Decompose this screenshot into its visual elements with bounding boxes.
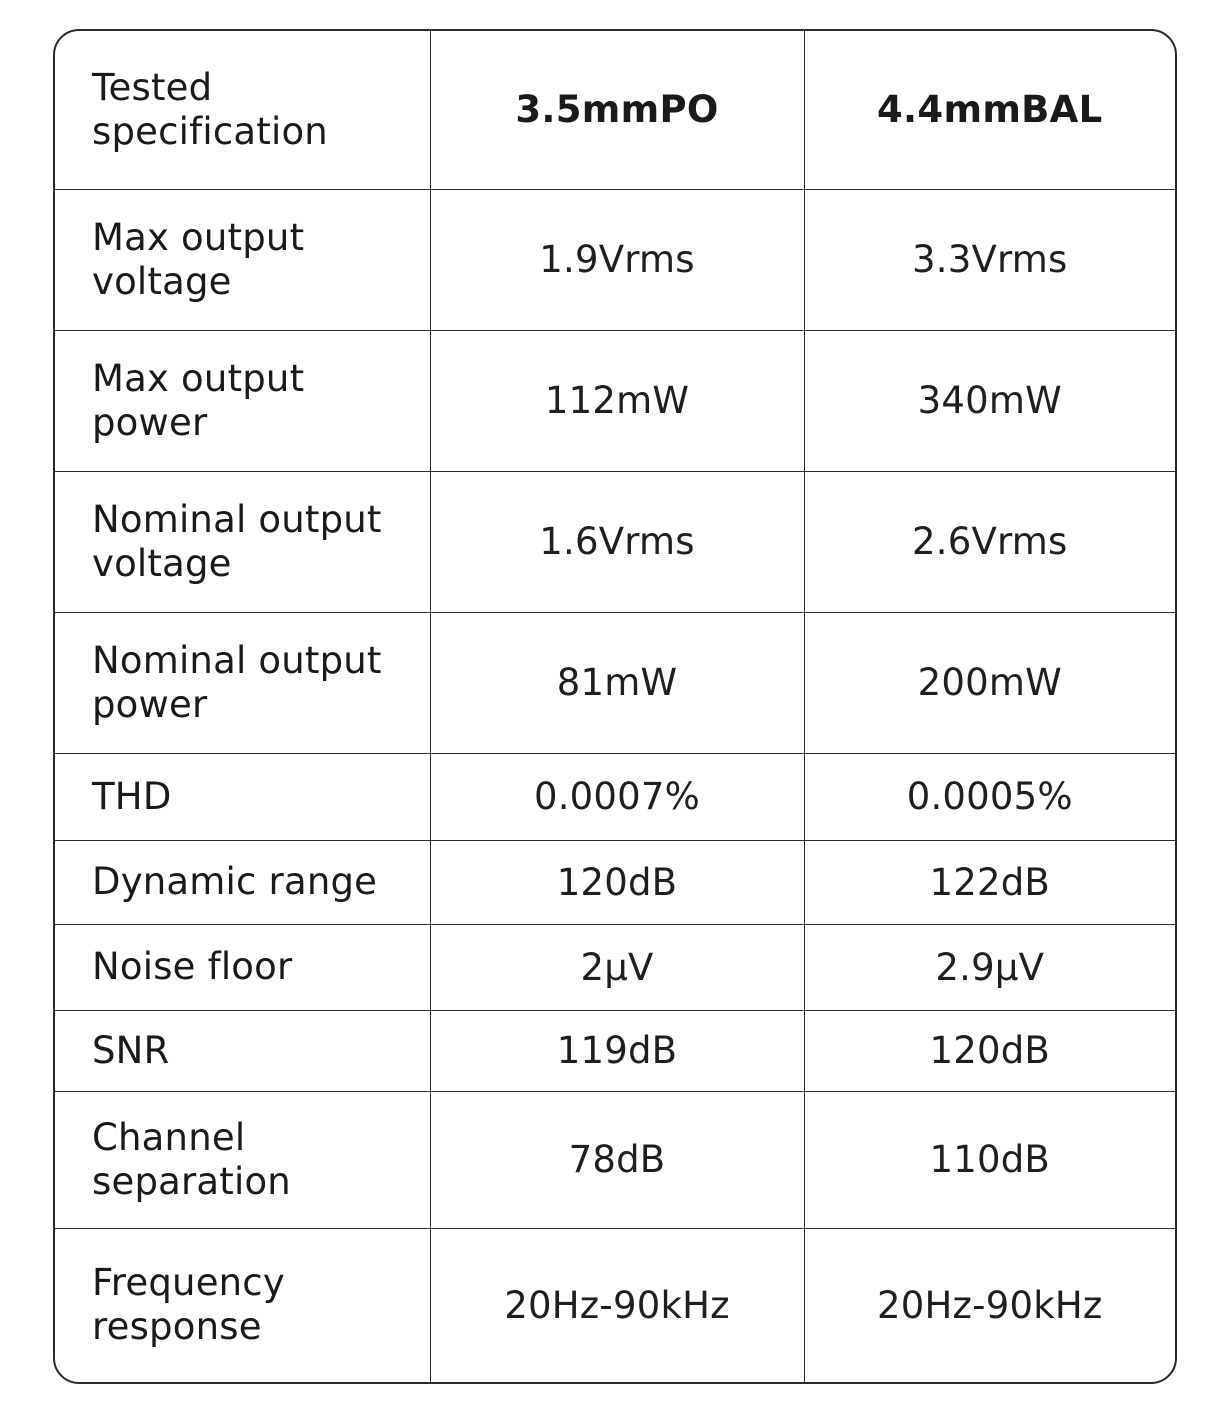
row-value-po: 119dB [430, 1010, 804, 1091]
row-value-bal: 340mW [804, 330, 1175, 471]
table-row [55, 1228, 1175, 1382]
row-value-po: 2μV [430, 924, 804, 1010]
table-row [55, 753, 1175, 840]
table-header-row [55, 31, 1175, 189]
spec-table-grid [55, 31, 1175, 1382]
table-row [55, 330, 1175, 471]
row-label: THD [55, 753, 430, 840]
table-row [55, 924, 1175, 1010]
row-value-po: 120dB [430, 840, 804, 924]
row-label: Max output voltage [55, 189, 430, 330]
row-label: Max output power [55, 330, 430, 471]
row-label: Channel separation [55, 1091, 430, 1228]
row-label: Noise floor [55, 924, 430, 1010]
row-value-po: 1.6Vrms [430, 471, 804, 612]
row-value-po: 0.0007% [430, 753, 804, 840]
spec-table [53, 29, 1177, 1384]
row-value-po: 112mW [430, 330, 804, 471]
header-4-4mm-bal: 4.4mmBAL [804, 31, 1175, 189]
table-row [55, 1091, 1175, 1228]
table-row [55, 1010, 1175, 1091]
row-value-bal: 110dB [804, 1091, 1175, 1228]
row-value-bal: 2.6Vrms [804, 471, 1175, 612]
table-row [55, 471, 1175, 612]
row-value-po: 81mW [430, 612, 804, 753]
row-value-bal: 0.0005% [804, 753, 1175, 840]
row-value-po: 78dB [430, 1091, 804, 1228]
row-value-bal: 3.3Vrms [804, 189, 1175, 330]
row-value-po: 1.9Vrms [430, 189, 804, 330]
row-label: Frequency response [55, 1228, 430, 1382]
row-value-bal: 120dB [804, 1010, 1175, 1091]
row-label: Dynamic range [55, 840, 430, 924]
row-label: Nominal output voltage [55, 471, 430, 612]
table-row [55, 840, 1175, 924]
row-label: SNR [55, 1010, 430, 1091]
row-label: Nominal output power [55, 612, 430, 753]
row-value-bal: 2.9μV [804, 924, 1175, 1010]
row-value-bal: 20Hz-90kHz [804, 1228, 1175, 1382]
table-row [55, 612, 1175, 753]
row-value-po: 20Hz-90kHz [430, 1228, 804, 1382]
header-3-5mm-po: 3.5mmPO [430, 31, 804, 189]
table-row [55, 189, 1175, 330]
header-spec-label: Tested specification [55, 31, 430, 189]
row-value-bal: 200mW [804, 612, 1175, 753]
row-value-bal: 122dB [804, 840, 1175, 924]
